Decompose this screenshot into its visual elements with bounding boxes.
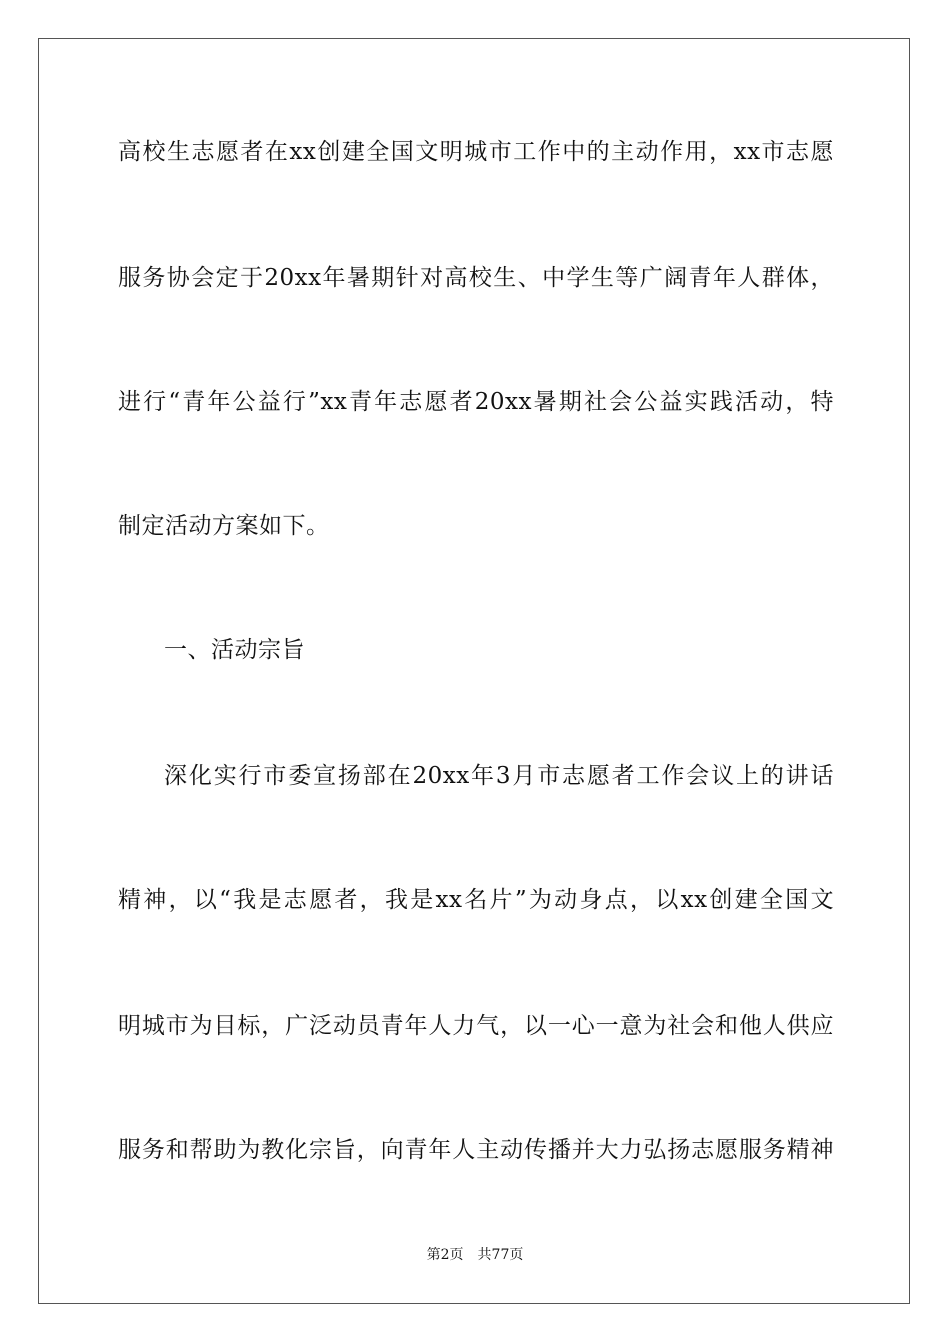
body-text-line: 高校生志愿者在xx创建全国文明城市工作中的主动作用，xx市志愿	[118, 139, 834, 165]
body-text-line: 精神，以“我是志愿者，我是xx名片”为动身点，以xx创建全国文	[118, 887, 834, 913]
page-border	[38, 38, 910, 1304]
body-text-line: 深化实行市委宣扬部在20xx年3月市志愿者工作会议上的讲话	[164, 763, 834, 789]
page-number-footer: 第2页 共77页	[426, 1247, 524, 1263]
body-text-line: 服务协会定于20xx年暑期针对高校生、中学生等广阔青年人群体，	[118, 265, 834, 291]
body-text-line: 服务和帮助为教化宗旨，向青年人主动传播并大力弘扬志愿服务精神	[118, 1137, 834, 1163]
body-text-line: 明城市为目标，广泛动员青年人力气，以一心一意为社会和他人供应	[118, 1013, 834, 1039]
body-text-line: 进行“青年公益行”xx青年志愿者20xx暑期社会公益实践活动，特	[118, 389, 834, 415]
body-text-line: 制定活动方案如下。	[118, 513, 330, 539]
section-heading: 一、活动宗旨	[164, 637, 305, 663]
